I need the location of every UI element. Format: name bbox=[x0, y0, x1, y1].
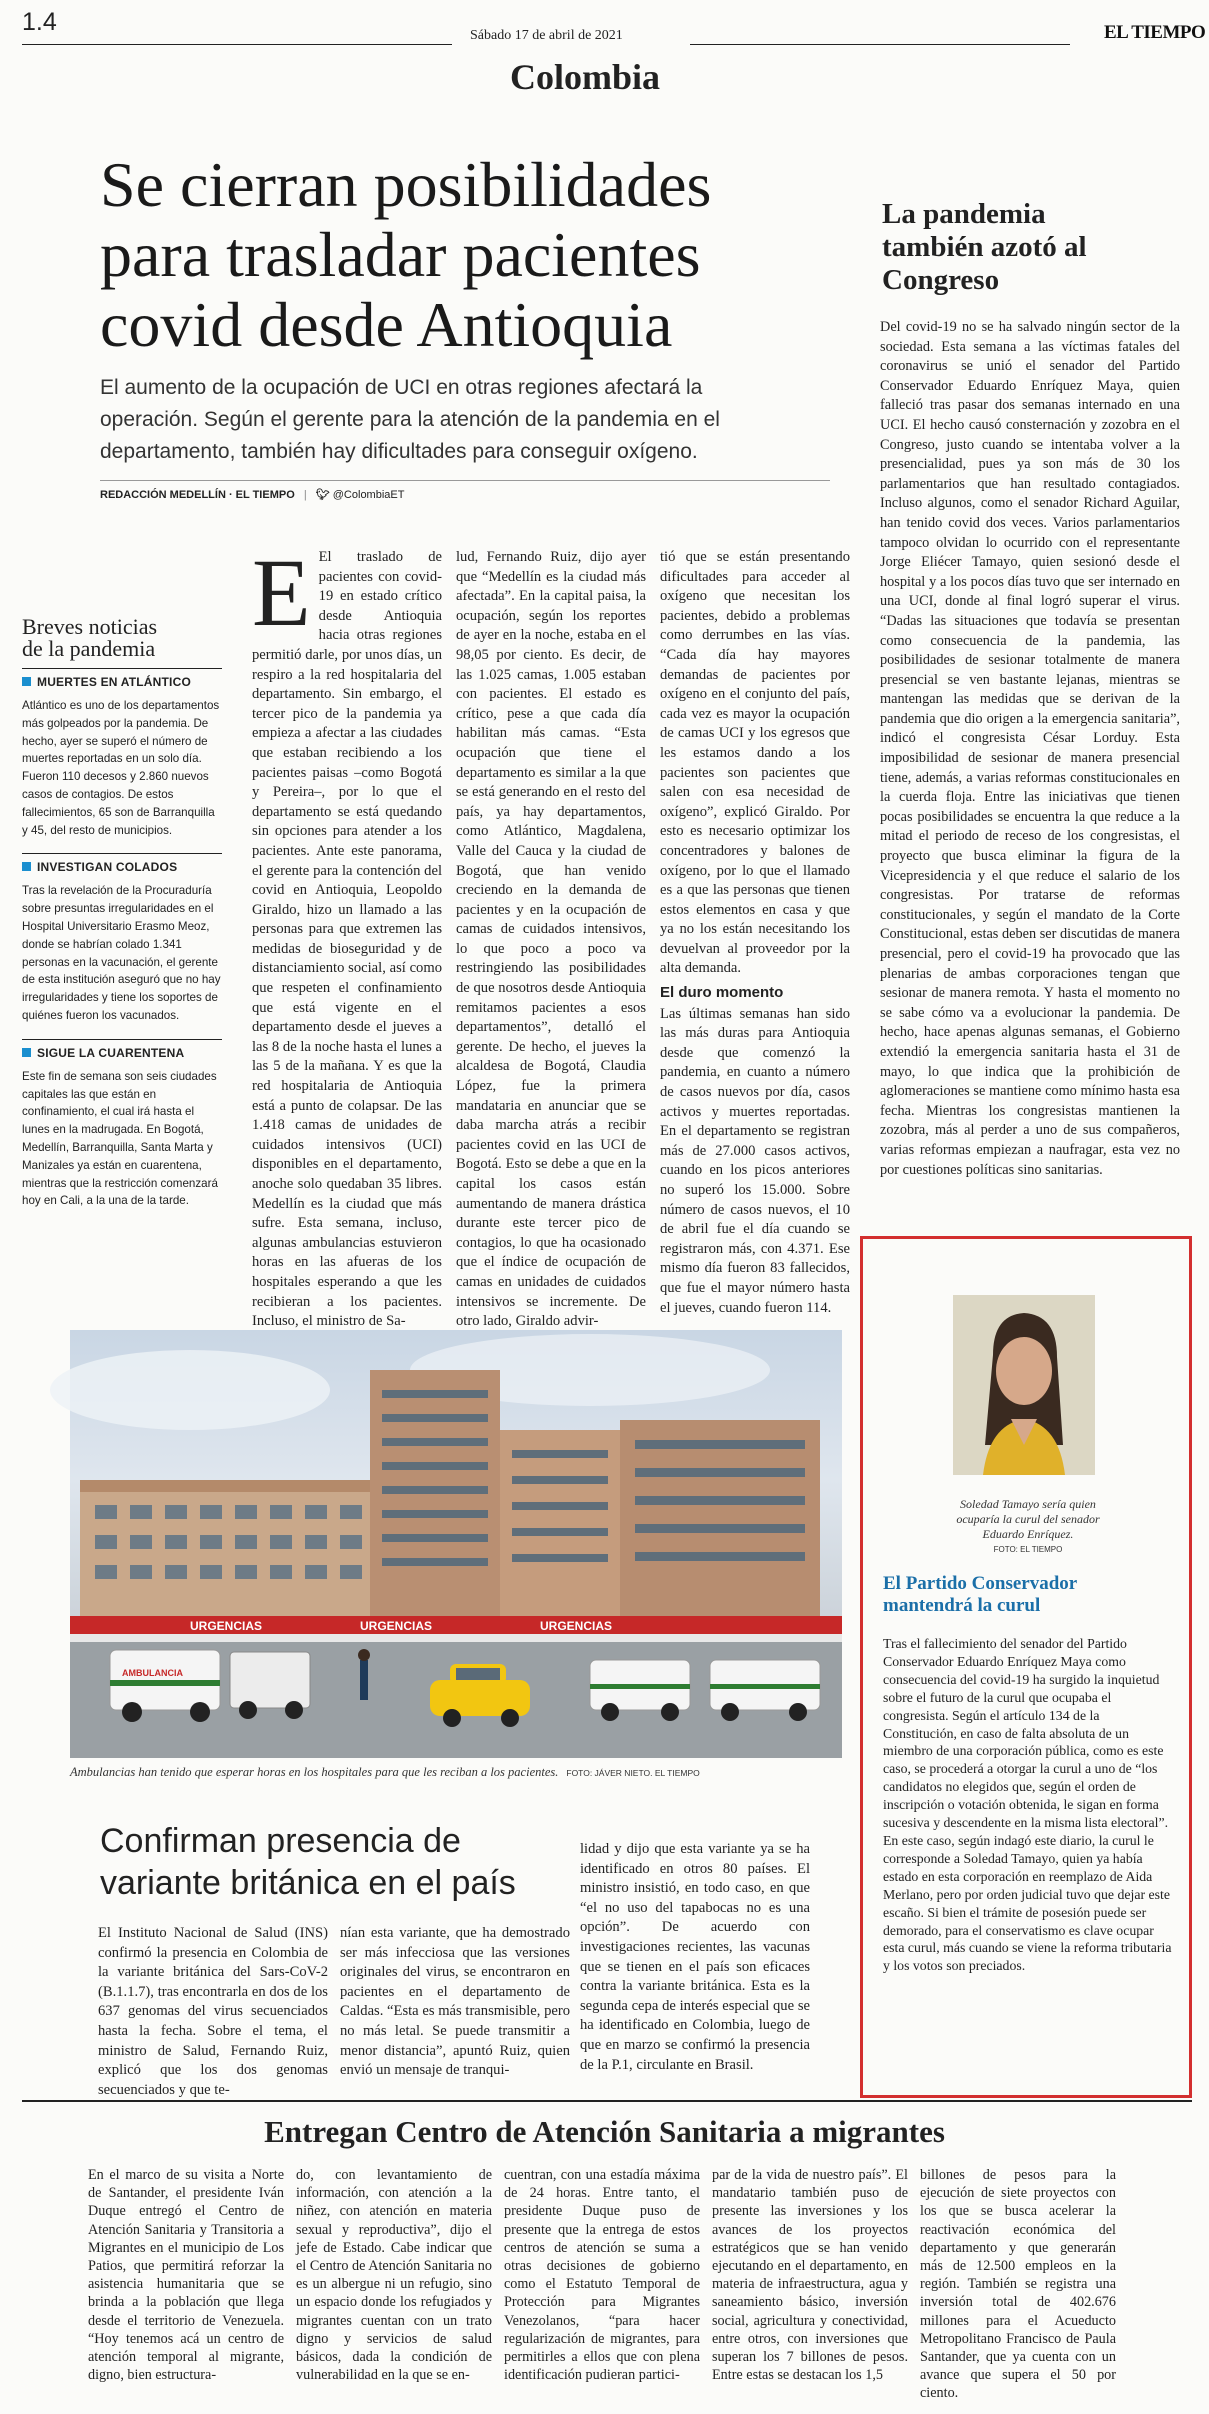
migrants-column-3: cuentran, con una estadía máxima de 24 horas. Entre tanto, el presidente Duque puso de presente que la entrega de estos centros de atención se suma a otras decisiones de gobierno como el Estatuto Temporal de Protección para Migrantes Venezolanos, “para hacer regularización de migrantes, para permitirles a ellos que con plena identificación pudieran partici- bbox=[504, 2167, 700, 2384]
congress-body: Del covid-19 no se ha salvado ningún sector de la sociedad. Esta semana a las víctimas fatales del coronavirus se unió el senador del Partido Conservador Eduardo Enríquez Maya, quien falleció tras pasar dos semanas internado en una UCI. El hecho causó consternación y zozobra en el Congreso, justo cuando se intentaba volver a la presencialidad, pues ya son más de 30 los parlamentarios que han resultado contagiados. Incluso algunos, como el senador Richard Aguilar, han tenido covid dos veces. Varios parlamentarios tampoco olvidan lo ocurrido con el representante Jorge Eliécer Tamayo, quien sesionó desde el hospital y a los pocos días tuvo que ser internado en una UCI, donde al final logró superar el virus. “Dadas las situaciones que todavía se presentan como consecuencia de la pandemia, las posibilidades de sesionar totalmente de manera presencial se ven bastante lejanas, mientras se mantengan las medidas que se derivan de la pandemia que dio origen a la emergencia sanitaria”, indicó el congresista César Lorduy. Esta imposibilidad de sesionar de manera presencial tiene, además, a varias reformas constitucionales en la cuerda floja. Entre las iniciativas que tienen pocas posibilidades se encuentra la que reduce a la mitad el periodo de receso de los congresistas, el proyecto que busca eliminar la figura de la Vicepresidencia y el que reduce el salario de los congresistas. Por tratarse de reformas constitucionales, y según el mandato de la Corte Constitucional, estas deben ser discutidas de manera presencial, pero el covid-19 ha provocado que las plenarias de ambas corporaciones tengan que sesionar de manera remota. Y hasta el momento no se sabe cómo va a evolucionar la pandemia. De hecho, hace apenas algunas semanas, el Gobierno extendió la emergencia sanitaria hasta el 31 de mayo, lo que indica que la prohibición de aglomeraciones se mantiene como mínimo hasta esa fecha. Mientras los congresistas mantienen la zozobra, más al perder a uno de sus compañeros, varias reformas empiezan a naufragar, esta vez no por cuestiones políticas sino sanitarias. bbox=[880, 319, 1180, 1178]
byline bbox=[100, 488, 404, 501]
byline-separator: | bbox=[303, 489, 307, 501]
migrants-column-2: do, con levantamiento de información, con atención a la niñez, con atención en materia sexual y reproductiva”, dijo el jefe de Estado. Cabe indicar que el Centro de Atención Sanitaria no es un albergue ni un refugio, sino un espacio donde los refugiados y migrantes cuentan con un trato digno y servicios de salud básicos, dada la condición de vulnerabilidad en la que se en- bbox=[296, 2167, 492, 2384]
urgencias-sign-1: URGENCIAS bbox=[190, 1619, 263, 1633]
brief-text: Tras la revelación de la Procuraduría sobre presuntas irregularidades en el Hospital Universitario Erasmo Meoz, donde se habrían colado 1.341 personas en la vacunación, el gerente de esta institución aseguró que no hay irregularidades y tiene los soportes de quiénes fueron los vacunados. bbox=[22, 884, 221, 1022]
page-date: Sábado 17 de abril de 2021 bbox=[470, 28, 623, 43]
migrants-column-4: par de la vida de nuestro país”. El mandatario también puso de presente las inversiones y los avances de los proyectos estratégicos que se han venido ejecutando en el departamento, en materia de infraestructura, agua y saneamiento básico, inversión social, agricultura y conectividad, entre otros, con inversiones que superan los 7 billones de pesos. Entre estas se destacan los 1,5 bbox=[712, 2167, 908, 2384]
photo-credit: FOTO: JÁVER NIETO. EL TIEMPO bbox=[566, 1768, 700, 1778]
brief-item bbox=[22, 1039, 222, 1210]
main-column-3 bbox=[660, 548, 850, 1318]
brief-item bbox=[22, 853, 222, 1024]
byline-text: REDACCIÓN MEDELLÍN · EL TIEMPO bbox=[100, 489, 295, 501]
drop-cap: E bbox=[252, 539, 311, 646]
hospital-illustration bbox=[70, 1330, 842, 1758]
portrait-credit: FOTO: EL TIEMPO bbox=[993, 1545, 1063, 1554]
portrait-caption-text: Soledad Tamayo sería quien ocuparía la curul del senador Eduardo Enríquez. bbox=[956, 1497, 1100, 1541]
brief-text: Este fin de semana son seis ciudades capitales las que están en confinamiento, el cual irá hasta el lunes en la madrugada. En Bogotá, Medellín, Barranquilla, Santa Marta y Manizales ya están en cuarentena, mientras que la restricción comenzará hoy en Cali, a la una de la tarde. bbox=[22, 1069, 218, 1208]
section-divider bbox=[22, 2100, 1192, 2102]
brief-label bbox=[22, 860, 222, 874]
urgencias-sign-2: URGENCIAS bbox=[360, 1619, 433, 1633]
brand-logo: EL TIEMPO bbox=[1104, 22, 1206, 43]
main-column-2: lud, Fernando Ruiz, dijo ayer que “Medellín es la ciudad más afectada”. En la capital paisa, la ocupación, según los reportes de ayer en la noche, estaba en el 98,05 por ciento. Es decir, de las 1.025 camas, 1.005 estaban con pacientes. El estado es crítico, pese a que cada día habilitan más camas. “Esta ocupación que tiene el departamento es similar a la que se está generando en el resto del país, ya hay departamentos, como Atlántico, Magdalena, Valle del Cauca y la ciudad de Bogotá, que han venido creciendo en la demanda de pacientes y en la ocupación de camas de cuidados intensivos, lo que poco a poco va restringiendo las posibilidades de que nosotros desde Antioquia remitamos pacientes a esos departamentos”, detalló el gerente. De hecho, el jueves la alcaldesa de Bogotá, Claudia López, fue la primera mandataria en anunciar que se daba marcha atrás a recibir pacientes covid en las UCI de Bogotá. Esto se debe a que en la capital los casos están aumentando de manera drástica durante este tercer pico de contagios, lo que ha ocasionado que el índice de ocupación de camas en unidades de cuidados intensivos se incremente. De otro lado, Giraldo advir- bbox=[456, 549, 646, 1330]
variant-column-1: El Instituto Nacional de Salud (INS) confirmó la presencia en Colombia de la variante británica del Sars-CoV-2 (B.1.1.7), tras encontrarla en dos de los 637 genomas del virus secuenciados hasta la fecha. Sobre el tema, el ministro de Salud, Fernando Ruiz, explicó que los dos genomas secuenciados y que te- bbox=[98, 1925, 328, 2098]
variant-column-2: nían esta variante, que ha demostrado ser más infecciosa que las versiones originales del virus, se encontraron en pacientes en el departamento de Caldas. “Esta es más transmisible, pero no más letal. Se puede transmitir a menor distancia”, apuntó Ruiz, quien envió un mensaje de tranqui- bbox=[340, 1925, 570, 2079]
main-col1-text: El traslado de pacientes con covid-19 en estado crítico desde Antioquia hacia otras regiones permitió darle, por unos días, un respiro a la red hospitalaria del departamento. Sin embargo, el tercer pico de la pandemia ya empieza a afectar a las ciudades que estaban recibiendo a los pacientes paisas –como Bogotá y Pereira–, por lo que el departamento se está quedando sin opciones para atender a los pacientes. Ante este panorama, el gerente para la contención del covid en Antioquia, Leopoldo Giraldo, hizo un llamado a las personas para que extremen las medidas de bioseguridad y de distanciamiento social, así como que respeten el confinamiento que está vigente en el departamento desde el jueves a las 8 de la noche hasta el lunes a las 5 de la mañana. Y es que la red hospitalaria de Antioquia está a punto de colapsar. De las 1.418 camas de unidades de cuidados intensivos (UCI) disponibles en el departamento, anoche solo quedaban 35 libres. Medellín es la ciudad que más sufre. Esta semana, incluso, algunas ambulancias estuvieron horas en las afueras de los hospitales esperando a que les recibieran a los pacientes. Incluso, el ministro de Sa- bbox=[252, 549, 442, 1330]
variant-column-3: lidad y dijo que esta variante ya se ha identificado en otros 80 países. El ministro insistió, en todo caso, en que “el no uso del tapabocas no es una opción”. De acuerdo con investigaciones recientes, las vacunas que se tienen en el país son eficaces contra la variante británica. Esta es la segunda cepa de interés especial que se ha identificado en Colombia, luego de que en marzo se confirmó la presencia de la P.1, circulante en Brasil. bbox=[580, 1841, 810, 2073]
migrants-headline: Entregan Centro de Atención Sanitaria a migrantes bbox=[264, 2114, 945, 2149]
briefs-list bbox=[22, 668, 222, 1210]
brief-label-text: INVESTIGAN COLADOS bbox=[37, 860, 178, 875]
blue-square-icon bbox=[22, 677, 31, 686]
portrait-photo bbox=[953, 1295, 1095, 1475]
page-number: 1.4 bbox=[22, 8, 57, 36]
photo-caption-text: Ambulancias han tenido que esperar horas en los hospitales para que les reciban a los pacientes. bbox=[70, 1765, 559, 1779]
masthead-rule-left bbox=[22, 44, 452, 45]
hospital-photo bbox=[70, 1330, 842, 1758]
blue-square-icon bbox=[22, 1048, 31, 1057]
migrants-column-5: billones de pesos para la ejecución de siete proyectos con los que se busca acelerar la reactivación económica del departamento y que generarán más de 12.500 empleos en la región. También se registra una inversión total de 402.676 millones para el Acueducto Metropolitano Francisco de Paula Santander, que ya cuenta con un avance que supera el 50 por ciento. bbox=[920, 2167, 1116, 2402]
masthead-rule-right bbox=[690, 44, 1070, 45]
congress-headline: La pandemia también azotó al Congreso bbox=[882, 198, 1087, 296]
migrants-column-1: En el marco de su visita a Norte de Santander, el presidente Iván Duque entregó el Centro de Atención Sanitaria y Transitoria a Migrantes en el municipio de Los Patios, que permitirá reforzar la asistencia humanitaria que se brinda a la población que llega desde el territorio de Venezuela. “Hoy tenemos acá un centro de atención temporal al migrante, digno, bien estructura- bbox=[88, 2167, 284, 2384]
variant-headline: Confirman presencia de variante británica en el país bbox=[100, 1822, 516, 1902]
portrait-caption bbox=[943, 1497, 1113, 1557]
main-column-1 bbox=[252, 539, 442, 1330]
main-col3a-text: tió que se están presentando dificultades para acceder al oxígeno que necesitan los pacientes, debido a problemas como derrumbes en las vías. “Cada día hay mayores demandas de pacientes por oxígeno en el conjunto del país, cada vez es mayor la ocupación de camas UCI y los egresos que les estamos dando a los pacientes son pacientes que salen con esa necesidad de oxígeno”, explicó Giraldo. Por esto es necesario optimizar los concentradores y balones de oxígeno, por lo que el llamado es a que las personas que tienen estos elementos en casa y que ya no los están necesitando los devuelvan al proveedor por la alta demanda. bbox=[660, 549, 850, 977]
brief-label bbox=[22, 675, 222, 689]
section-title: Colombia bbox=[510, 57, 661, 97]
brief-label-text: SIGUE LA CUARENTENA bbox=[37, 1045, 185, 1060]
subhead: El duro momento bbox=[660, 984, 784, 1002]
main-deck: El aumento de la ocupación de UCI en otras regiones afectará la operación. Según el gerente para la atención de la pandemia en el departamento, también hay dificultades para conseguir oxígeno. bbox=[100, 376, 720, 463]
deck-rule bbox=[100, 480, 830, 481]
sidebar-box bbox=[860, 1236, 1192, 2098]
briefs-title: Breves noticias de la pandemia bbox=[22, 614, 158, 661]
blue-square-icon bbox=[22, 862, 31, 871]
ambulance-label: AMBULANCIA bbox=[122, 1668, 183, 1678]
sidebar-headline: El Partido Conservador mantendrá la curul bbox=[883, 1573, 1077, 1616]
portrait-illustration bbox=[953, 1295, 1095, 1475]
brief-text: Atlántico es uno de los departamentos más golpeados por la pandemia. De hecho, ayer se superó el número de muertes reportadas en un solo día. Fueron 110 decesos y 2.860 nuevos casos de contagios. De estos fallecimientos, 65 son de Barranquilla y 45, del resto de municipios. bbox=[22, 699, 220, 837]
sidebar-body: Tras el fallecimiento del senador del Partido Conservador Eduardo Enríquez Maya como consecuencia del covid-19 ha surgido la inquietud sobre el futuro de la curul que ocupaba el congresista. Según el artículo 134 de la Constitución, en caso de falta absoluta de un miembro de una corporación pública, como es este caso, se procederá a otorgar la curul a uno de “los candidatos no elegidos que, según el orden de inscripción o votación obtenida, le sigan en forma sucesiva y descendente en la misma lista electoral”. En este caso, según indagó este diario, la curul le corresponde a Soledad Tamayo, quien ya había estado en esta corporación en reemplazo de Aida Merlano, pero por orden judicial tuvo que dejar este escaño. Si bien el trámite de posesión puede ser demorado, para el conservatismo es clave ocupar esta curul, más cuando se viene la reforma tributaria y los votos son preciados. bbox=[883, 1636, 1172, 1974]
photo-caption bbox=[70, 1763, 842, 1781]
twitter-icon: 🐦︎ bbox=[315, 489, 330, 501]
brief-label-text: MUERTES EN ATLÁNTICO bbox=[37, 675, 191, 689]
main-col3b-text: Las últimas semanas han sido las más duras para Antioquia desde que comenzó la pandemia, en cuanto a número de casos nuevos por día, casos activos y muertes reportadas. En el departamento se registran más de 27.000 casos activos, cuando en los picos anteriores no superó los 15.000. Sobre número de casos nuevos, el 10 de abril fue el día cuando se registraron más, con 4.371. Ese mismo día fueron 83 fallecidos, que fue el mayor número hasta el jueves, cuando fueron 114. bbox=[660, 1005, 850, 1316]
twitter-handle[interactable]: @ColombiaET bbox=[332, 489, 405, 501]
urgencias-sign-3: URGENCIAS bbox=[540, 1619, 613, 1633]
brief-item bbox=[22, 668, 222, 839]
brief-label bbox=[22, 1046, 222, 1060]
main-headline: Se cierran posibilidades para trasladar pacientes covid desde Antioquia bbox=[100, 149, 712, 360]
